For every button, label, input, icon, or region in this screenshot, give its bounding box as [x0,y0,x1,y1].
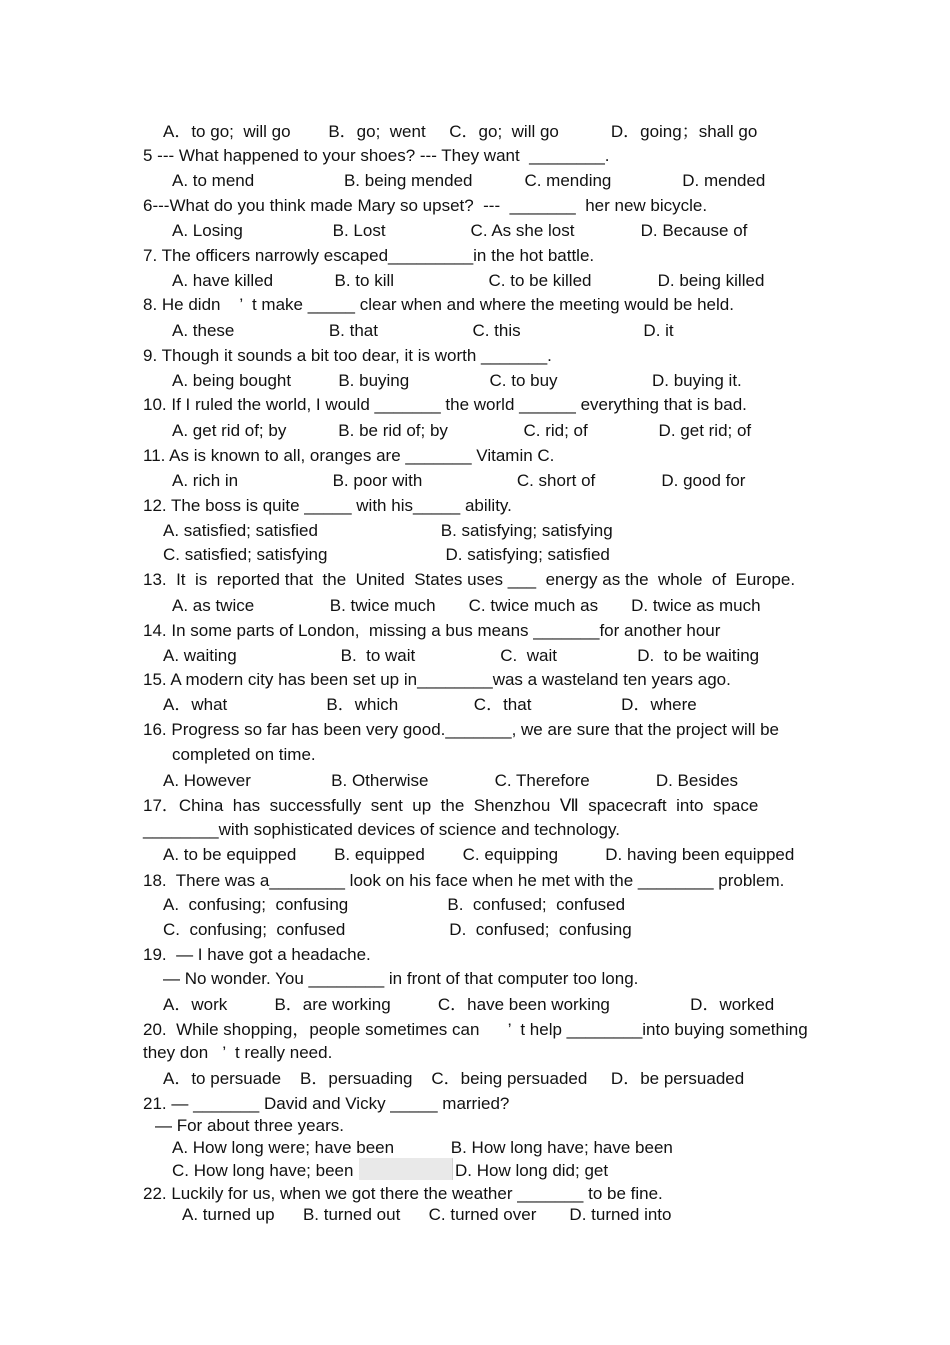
q5-stem: 5 --- What happened to your shoes? --- They want ________. [143,146,610,165]
q17-stem: 17．China has successfully sent up the Shenzhou Ⅶ spacecraft into space [143,796,759,815]
q20-stem-cont: they don ’ t really need. [143,1043,333,1062]
q15-options: A．what B．which C．that D．where [163,695,697,714]
q21-options-ab: A. How long were; have been B. How long have; have been [172,1138,673,1157]
q4-options: A．to go; will go B．go; went C．go; will go D．going；shall go [163,122,758,141]
q12-options-ab: A. satisfied; satisfied B. satisfying; satisfying [163,521,613,540]
q9-stem: 9. Though it sounds a bit too dear, it is worth _______. [143,346,552,365]
q14-options: A. waiting B. to wait C. wait D. to be waiting [163,646,760,665]
q16-options: A. However B. Otherwise C. Therefore D. Besides [163,771,739,790]
q8-stem: 8. He didn ’ t make _____ clear when and where the meeting would be held. [143,295,734,314]
q18-options-cd: C. confusing; confused D. confused; confusing [163,920,632,939]
q12-options-cd: C. satisfied; satisfying D. satisfying; satisfied [163,545,610,564]
q6-options: A. Losing B. Lost C. As she lost D. Because of [172,221,748,240]
q11-options: A. rich in B. poor with C. short of D. good for [172,471,746,490]
q7-options: A. have killed B. to kill C. to be killed D. being killed [172,271,765,290]
q12-stem: 12. The boss is quite _____ with his_____ ability. [143,496,512,515]
q21-answer-line: — For about three years. [155,1116,344,1135]
q5-options: A. to mend B. being mended C. mending D. mended [172,171,766,190]
q9-options: A. being bought B. buying C. to buy D. buying it. [172,371,742,390]
q20-stem: 20. While shopping，people sometimes can ’ t help ________into buying something [143,1020,808,1039]
q22-options: A. turned up B. turned out C. turned over D. turned into [182,1205,672,1224]
q8-options: A. these B. that C. this D. it [172,321,674,340]
q20-options: A．to persuade B．persuading C．being persuaded D．be persuaded [163,1069,745,1088]
q14-stem: 14. In some parts of London, missing a bus means _______for another hour [143,621,721,640]
q11-stem: 11. As is known to all, oranges are _______ Vitamin C. [143,446,555,465]
q13-stem: 13. It is reported that the United States uses ___ energy as the whole of Europe. [143,570,796,589]
q6-stem: 6---What do you think made Mary so upset? --- _______ her new bicycle. [143,196,708,215]
q19-options: A．work B．are working C．have been working D．worked [163,995,775,1014]
q16-stem: 16. Progress so far has been very good._______, we are sure that the project will be [143,720,779,739]
q18-options-ab: A. confusing; confusing B. confused; confused [163,895,626,914]
q16-stem-cont: completed on time. [172,745,316,764]
q22-stem: 22. Luckily for us, when we got there the weather _______ to be fine. [143,1184,663,1203]
q18-stem: 18. There was a________ look on his face when he met with the ________ problem. [143,871,785,890]
q21-option-c: C. How long have; been [172,1161,354,1180]
q7-stem: 7. The officers narrowly escaped_________in the hot battle. [143,246,595,265]
q19-stem-cont: — No wonder. You ________ in front of that computer too long. [163,969,639,988]
q21-option-d: D. How long did; get [455,1161,609,1180]
q17-options: A. to be equipped B. equipped C. equipping D. having been equipped [163,845,795,864]
q15-stem: 15. A modern city has been set up in________was a wasteland ten years ago. [143,670,731,689]
scan-gray-patch [359,1158,453,1180]
q10-options: A. get rid of; by B. be rid of; by C. rid; of D. get rid; of [172,421,752,440]
q17-stem-cont: ________with sophisticated devices of science and technology. [143,820,620,839]
q13-options: A. as twice B. twice much C. twice much as D. twice as much [172,596,761,615]
q21-stem: 21. — _______ David and Vicky _____ married? [143,1094,510,1113]
q10-stem: 10. If I ruled the world, I would _______ the world ______ everything that is bad. [143,395,747,414]
q19-stem: 19. — I have got a headache. [143,945,371,964]
